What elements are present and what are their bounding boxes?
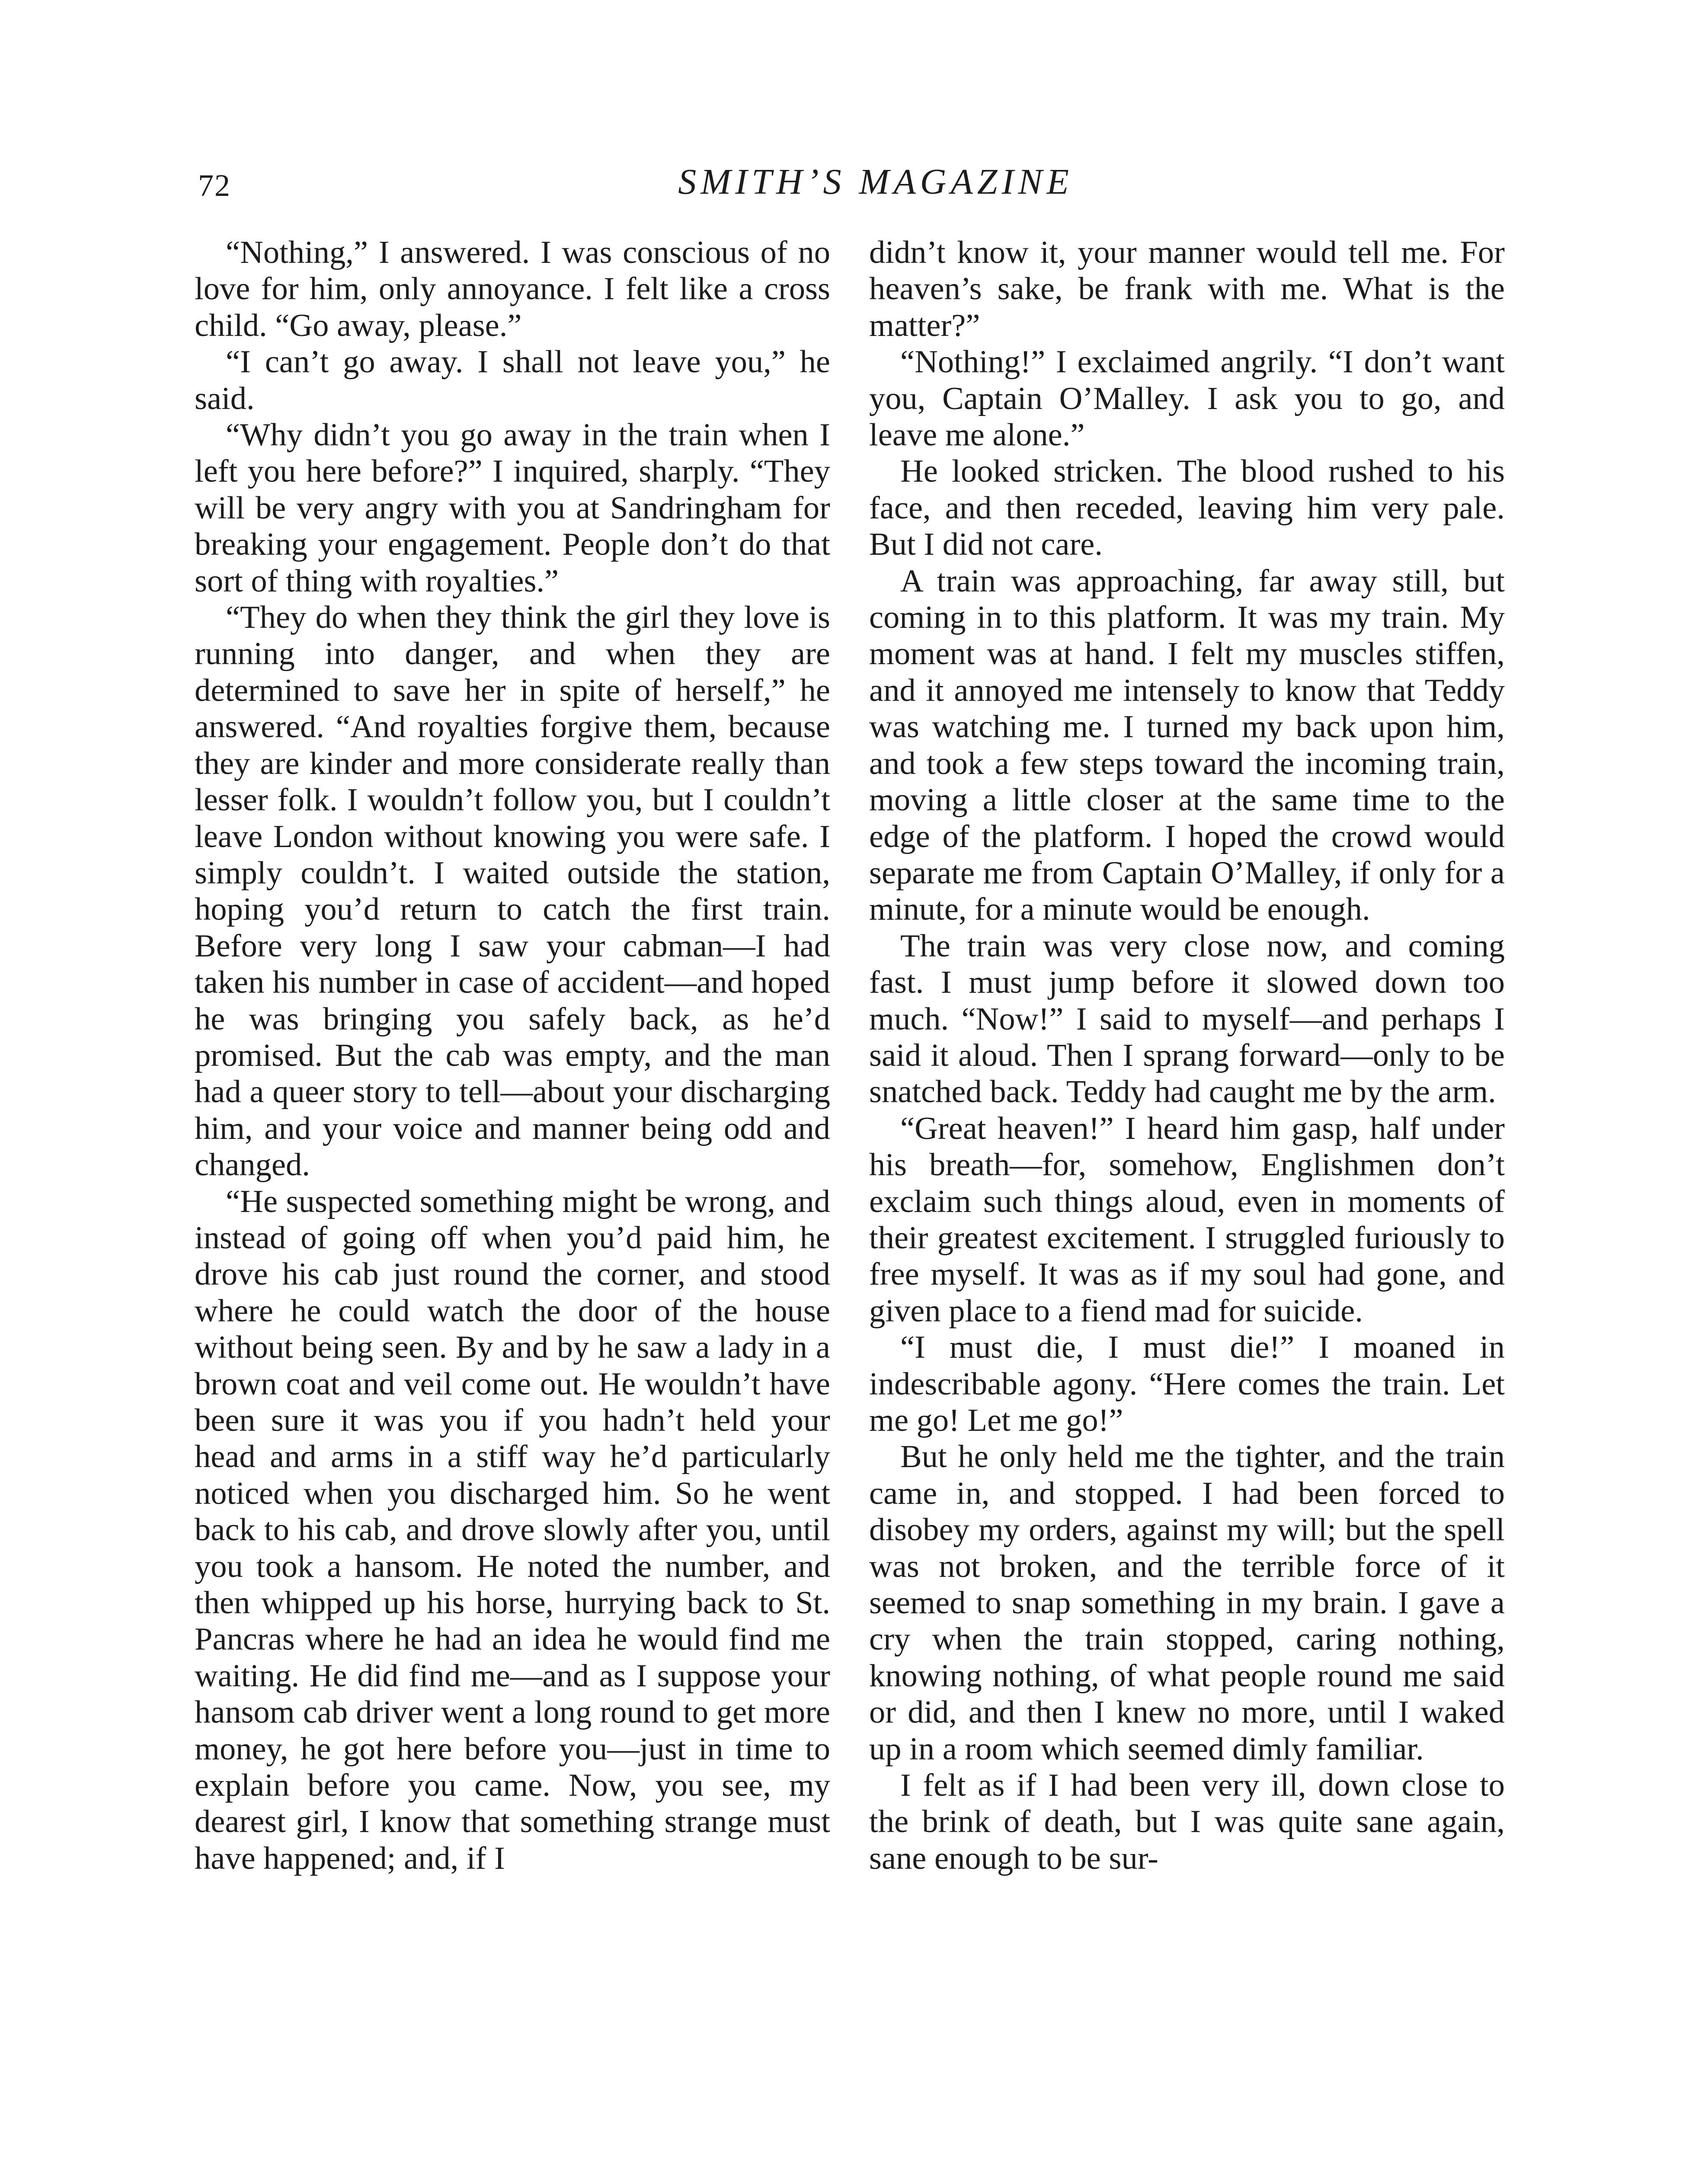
paragraph: The train was very close now, and coming fast. I must jump before it slowed down too much. “Now!” I said to myself—and perhaps I said it aloud. Then I sprang forward—only to be snatched back. Teddy had caught me by the arm. bbox=[869, 928, 1505, 1110]
paragraph: But he only held me the tighter, and the train came in, and stopped. I had been forced to disobey my orders, against my will; but the spell was not broken, and the terrible force of it seemed to snap something in my brain. I gave a cry when the train stopped, caring nothing, knowing nothing, of what people round me said or did, and then I knew no more, until I waked up in a room which seemed dimly familiar. bbox=[869, 1439, 1505, 1767]
paragraph: “I can’t go away. I shall not leave you,” he said. bbox=[195, 344, 830, 416]
paragraph: “Why didn’t you go away in the train when I left you here before?” I inquired, sharply. “They will be very angry with you at Sandringham for breaking your engagement. People don’t do that sort of thing with royalties.” bbox=[195, 417, 830, 599]
paragraph: He looked stricken. The blood rushed to his face, and then receded, leaving him very pale. But I did not care. bbox=[869, 454, 1505, 563]
paragraph: “I must die, I must die!” I moaned in indescribable agony. “Here comes the train. Let me go! Let me go!” bbox=[869, 1330, 1505, 1438]
paragraph: “They do when they think the girl they love is running into danger, and when they are determined to save her in spite of herself,” he answered. “And royalties forgive them, because they are kinder and more considerate really than lesser folk. I wouldn’t follow you, but I couldn’t leave London without knowing you were safe. I simply couldn’t. I waited outside the station, hoping you’d return to catch the first train. Before very long I saw your cabman—I had taken his number in case of accident—and hoped he was bringing you safely back, as he’d promised. But the cab was empty, and the man had a queer story to tell—about your discharging him, and your voice and manner being odd and changed. bbox=[195, 600, 830, 1183]
paragraph-continuation: didn’t know it, your manner would tell me. For heaven’s sake, be frank with me. What is the matter?” bbox=[869, 235, 1505, 343]
left-column bbox=[195, 234, 830, 1877]
paragraph: A train was approaching, far away still, but coming in to this platform. It was my train. My moment was at hand. I felt my muscles stiffen, and it annoyed me intensely to know that Teddy was watching me. I turned my back upon him, and took a few steps toward the incoming train, moving a little closer at the same time to the edge of the platform. I hoped the crowd would separate me from Captain O’Malley, if only for a minute, for a minute would be enough. bbox=[869, 563, 1505, 927]
page-number: 72 bbox=[198, 168, 231, 203]
right-column bbox=[869, 234, 1505, 1877]
paragraph: “Great heaven!” I heard him gasp, half under his breath—for, somehow, Englishmen don’t exclaim such things aloud, even in moments of their greatest excitement. I struggled furiously to free myself. It was as if my soul had gone, and given place to a fiend mad for suicide. bbox=[869, 1110, 1505, 1329]
paragraph: “Nothing,” I answered. I was conscious of no love for him, only annoyance. I felt like a cross child. “Go away, please.” bbox=[195, 235, 830, 343]
running-title: SMITH’S MAGAZINE bbox=[678, 162, 1073, 202]
paragraph: “He suspected something might be wrong, and instead of going off when you’d paid him, he drove his cab just round the corner, and stood where he could watch the door of the house without being seen. By and by he saw a lady in a brown coat and veil come out. He wouldn’t have been sure it was you if you hadn’t held your head and arms in a stiff way he’d particularly noticed when you discharged him. So he went back to his cab, and drove slowly after you, until you took a hansom. He noted the number, and then whipped up his horse, hurrying back to St. Pancras where he had an idea he would find me waiting. He did find me—and as I suppose your hansom cab driver went a long round to get more money, he got here before you—just in time to explain before you came. Now, you see, my dearest girl, I know that something strange must have happened; and, if I bbox=[195, 1183, 830, 1876]
paragraph: “Nothing!” I exclaimed angrily. “I don’t want you, Captain O’Malley. I ask you to go, and leave me alone.” bbox=[869, 344, 1505, 453]
paragraph: I felt as if I had been very ill, down close to the brink of death, but I was quite sane again, sane enough to be sur- bbox=[869, 1768, 1505, 1876]
